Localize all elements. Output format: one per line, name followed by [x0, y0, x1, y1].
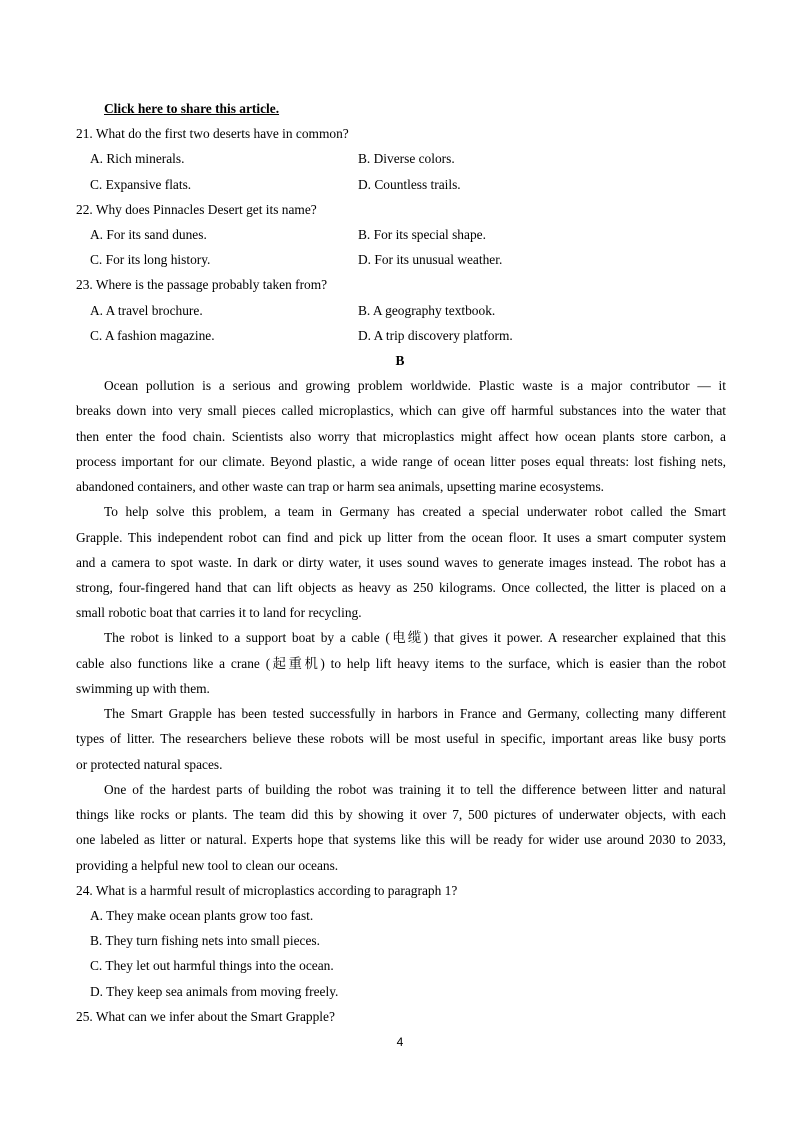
passage-line: To help solve this problem, a team in Germany has created a special underwater robot called the Smart: [104, 504, 726, 519]
share-article-link[interactable]: Click here to share this article.: [104, 101, 280, 116]
question-23-option-d[interactable]: D. A trip discovery platform.: [358, 328, 513, 343]
question-23-option-b[interactable]: B. A geography textbook.: [358, 303, 496, 318]
passage-line: one labeled as litter or natural. Experts hope that systems like this will be ready for wider use around 2030 to 2033,: [76, 832, 726, 847]
question-23-stem: 23. Where is the passage probably taken from?: [76, 277, 328, 292]
passage-line: and a camera to spot waste. In dark or dirty water, it uses sound waves to generate images instead. The robot has a: [76, 555, 726, 570]
question-22-option-d[interactable]: D. For its unusual weather.: [358, 252, 503, 267]
question-22-option-c[interactable]: C. For its long history.: [90, 252, 211, 267]
passage-line: types of litter. The researchers believe these robots will be most useful in specific, important areas like busy ports: [76, 731, 726, 746]
question-21-stem: 21. What do the first two deserts have in common?: [76, 126, 349, 141]
question-22-option-b[interactable]: B. For its special shape.: [358, 227, 486, 242]
passage-line: One of the hardest parts of building the robot was training it to tell the difference between litter and natural: [104, 782, 726, 797]
passage-line: providing a helpful new tool to clean our oceans.: [76, 858, 339, 873]
passage-line: The robot is linked to a support boat by a cable (电缆) that gives it power. A researcher explained that this: [104, 630, 726, 645]
question-21-option-b[interactable]: B. Diverse colors.: [358, 151, 455, 166]
question-22-stem: 22. Why does Pinnacles Desert get its name?: [76, 202, 317, 217]
passage-line: small robotic boat that carries it to land for recycling.: [76, 605, 362, 620]
passage-line: breaks down into very small pieces called microplastics, which can give off harmful substances into the water that: [76, 403, 726, 418]
question-24-option-b[interactable]: B. They turn fishing nets into small pieces.: [90, 933, 320, 948]
passage-line: The Smart Grapple has been tested successfully in harbors in France and Germany, collecting many different: [104, 706, 726, 721]
passage-line: process important for our climate. Beyond plastic, a wide range of ocean litter poses equal threats: lost fishing nets,: [76, 454, 726, 469]
passage-line: then enter the food chain. Scientists also worry that microplastics might affect how ocean plants store carbon, a: [76, 429, 726, 444]
passage-line: abandoned containers, and other waste can trap or harm sea animals, upsetting marine ecosystems.: [76, 479, 605, 494]
passage-line: cable also functions like a crane (起重机) to help lift heavy items to the surface, which is easier than the robot: [76, 656, 726, 671]
question-23-option-c[interactable]: C. A fashion magazine.: [90, 328, 215, 343]
question-25-stem: 25. What can we infer about the Smart Grapple?: [76, 1009, 335, 1024]
question-22-option-a[interactable]: A. For its sand dunes.: [90, 227, 207, 242]
question-21-option-a[interactable]: A. Rich minerals.: [90, 151, 185, 166]
question-23-option-a[interactable]: A. A travel brochure.: [90, 303, 203, 318]
passage-line: swimming up with them.: [76, 681, 210, 696]
page-number: 4: [396, 1035, 404, 1049]
question-21-option-d[interactable]: D. Countless trails.: [358, 177, 461, 192]
passage-line: strong, four-fingered hand that can lift objects as heavy as 250 kilograms. Once collected, the litter is placed on a: [76, 580, 726, 595]
passage-line: things like rocks or plants. The team did this by showing it over 7, 500 pictures of underwater objects, with each: [76, 807, 726, 822]
section-b-heading: B: [395, 353, 405, 368]
passage-line: Ocean pollution is a serious and growing problem worldwide. Plastic waste is a major contributor — it: [104, 378, 726, 393]
passage-line: Grapple. This independent robot can find and pick up litter from the ocean floor. It uses a smart computer system: [76, 530, 726, 545]
question-24-option-a[interactable]: A. They make ocean plants grow too fast.: [90, 908, 314, 923]
question-24-stem: 24. What is a harmful result of microplastics according to paragraph 1?: [76, 883, 458, 898]
question-24-option-c[interactable]: C. They let out harmful things into the ocean.: [90, 958, 334, 973]
question-24-option-d[interactable]: D. They keep sea animals from moving freely.: [90, 984, 339, 999]
passage-line: or protected natural spaces.: [76, 757, 223, 772]
question-21-option-c[interactable]: C. Expansive flats.: [90, 177, 192, 192]
